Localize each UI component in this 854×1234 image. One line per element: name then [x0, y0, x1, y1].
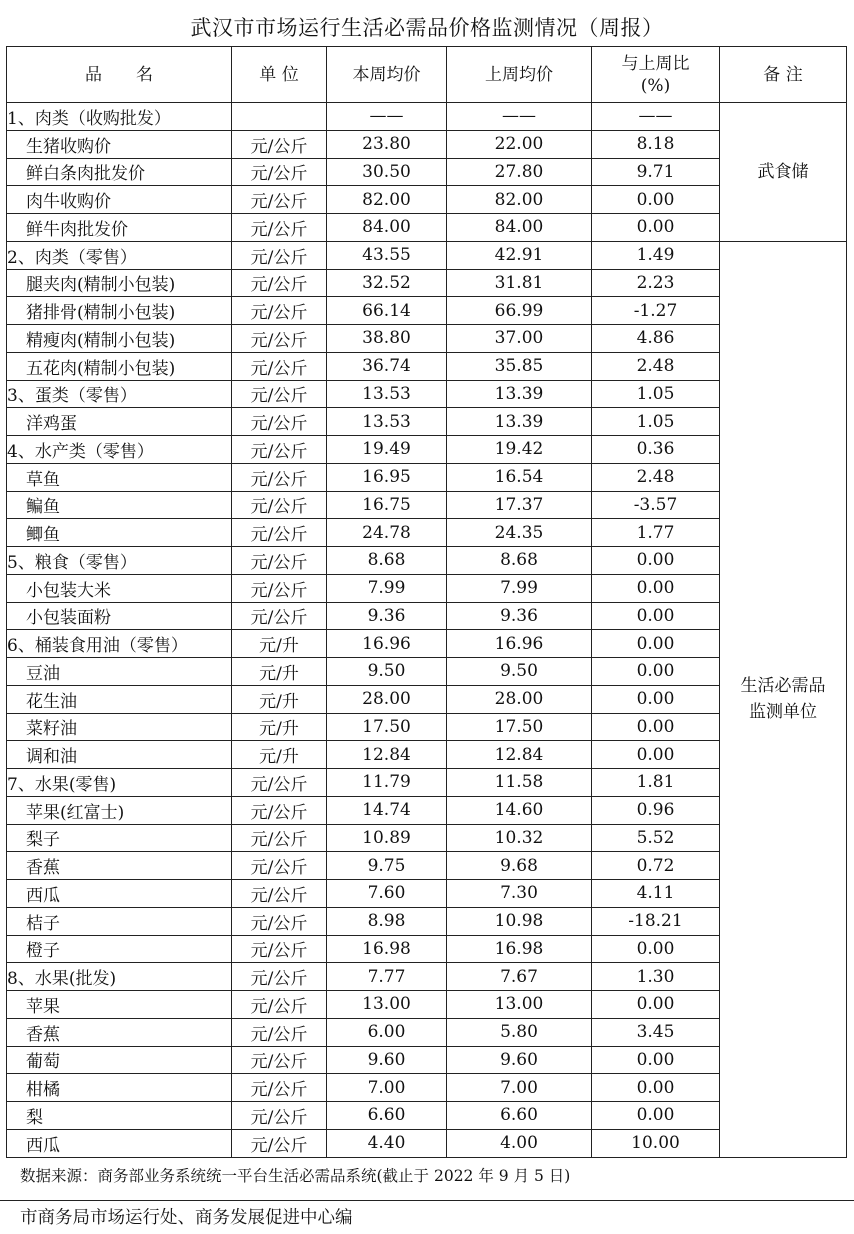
item-unit: 元/公斤 [232, 352, 327, 380]
item-change-percent: 1.05 [592, 408, 720, 436]
item-name: 小包装面粉 [7, 602, 232, 630]
item-unit: 元/公斤 [232, 214, 327, 242]
item-change-percent: 2.48 [592, 463, 720, 491]
item-name: 西瓜 [7, 1129, 232, 1157]
item-name: 精瘦肉(精制小包装) [7, 325, 232, 353]
item-unit: 元/公斤 [232, 907, 327, 935]
item-unit: 元/公斤 [232, 297, 327, 325]
item-this-week-price: 13.00 [327, 991, 447, 1019]
data-source-note: 数据来源：商务部业务系统统一平台生活必需品系统(截止于 2022 年 9 月 5 日) [20, 1167, 571, 1185]
item-last-week-price: 7.30 [447, 880, 592, 908]
item-name: 苹果(红富士) [7, 796, 232, 824]
item-last-week-price: 10.98 [447, 907, 592, 935]
item-last-week-price: 6.60 [447, 1102, 592, 1130]
item-name: 花生油 [7, 685, 232, 713]
item-name: 桔子 [7, 907, 232, 935]
item-unit: 元/公斤 [232, 574, 327, 602]
item-name: 梨子 [7, 824, 232, 852]
item-unit: 元/公斤 [232, 325, 327, 353]
item-last-week-price: 9.68 [447, 852, 592, 880]
header-change-label: 与上周比 [621, 53, 690, 74]
item-last-week-price: 84.00 [447, 214, 592, 242]
item-this-week-price: 16.75 [327, 491, 447, 519]
item-unit: 元/公斤 [232, 824, 327, 852]
item-unit: 元/公斤 [232, 1046, 327, 1074]
item-this-week-price: 17.50 [327, 713, 447, 741]
table-row [7, 241, 847, 269]
item-change-percent: 0.00 [592, 991, 720, 1019]
item-name: 腿夹肉(精制小包装) [7, 269, 232, 297]
item-this-week-price: 16.98 [327, 935, 447, 963]
header-name: 品 名 [7, 47, 232, 103]
item-change-percent: 0.00 [592, 214, 720, 242]
item-this-week-price: 11.79 [327, 769, 447, 797]
item-unit: 元/公斤 [232, 796, 327, 824]
header-change [592, 47, 720, 103]
item-unit: 元/公斤 [232, 186, 327, 214]
page-title: 武汉市市场运行生活必需品价格监测情况（周报） [190, 16, 664, 40]
item-this-week-price: 13.53 [327, 408, 447, 436]
item-this-week-price: 8.98 [327, 907, 447, 935]
item-name: 1、肉类（收购批发） [7, 103, 232, 131]
item-last-week-price: 16.54 [447, 463, 592, 491]
item-name: 梨 [7, 1102, 232, 1130]
item-last-week-price: 14.60 [447, 796, 592, 824]
item-name: 五花肉(精制小包装) [7, 352, 232, 380]
item-change-percent: 1.49 [592, 241, 720, 269]
item-change-percent: 2.23 [592, 269, 720, 297]
item-this-week-price: 9.75 [327, 852, 447, 880]
item-last-week-price: 9.60 [447, 1046, 592, 1074]
table-row [7, 103, 847, 131]
item-unit: 元/公斤 [232, 1018, 327, 1046]
item-unit: 元/公斤 [232, 463, 327, 491]
item-name: 柑橘 [7, 1074, 232, 1102]
item-change-percent: 0.00 [592, 935, 720, 963]
item-unit: 元/公斤 [232, 241, 327, 269]
item-last-week-price: 13.39 [447, 408, 592, 436]
item-this-week-price: 9.50 [327, 658, 447, 686]
item-change-percent: 0.00 [592, 658, 720, 686]
item-last-week-price: 16.98 [447, 935, 592, 963]
item-unit: 元/公斤 [232, 547, 327, 575]
item-this-week-price: 16.96 [327, 630, 447, 658]
item-unit: 元/升 [232, 741, 327, 769]
item-name: 鲫鱼 [7, 519, 232, 547]
item-change-percent: —— [592, 103, 720, 131]
item-last-week-price: 17.50 [447, 713, 592, 741]
item-unit: 元/公斤 [232, 380, 327, 408]
item-this-week-price: 43.55 [327, 241, 447, 269]
item-change-percent: 2.48 [592, 352, 720, 380]
item-name: 4、水产类（零售） [7, 436, 232, 464]
item-unit: 元/公斤 [232, 158, 327, 186]
item-unit: 元/公斤 [232, 991, 327, 1019]
header-last-week: 上周均价 [447, 47, 592, 103]
item-this-week-price: 38.80 [327, 325, 447, 353]
item-change-percent: 0.00 [592, 1102, 720, 1130]
item-this-week-price: 13.53 [327, 380, 447, 408]
item-this-week-price: 10.89 [327, 824, 447, 852]
item-change-percent: 0.36 [592, 436, 720, 464]
item-this-week-price: 32.52 [327, 269, 447, 297]
item-unit: 元/公斤 [232, 269, 327, 297]
item-last-week-price: 8.68 [447, 547, 592, 575]
item-this-week-price: 7.77 [327, 963, 447, 991]
item-name: 葡萄 [7, 1046, 232, 1074]
item-last-week-price: 28.00 [447, 685, 592, 713]
table-header-row [7, 47, 847, 103]
item-unit: 元/公斤 [232, 408, 327, 436]
item-name: 洋鸡蛋 [7, 408, 232, 436]
item-last-week-price: 12.84 [447, 741, 592, 769]
note-monitoring-line2: 监测单位 [749, 702, 817, 723]
item-unit: 元/公斤 [232, 963, 327, 991]
footer-editor: 市商务局市场运行处、商务发展促进中心编 [20, 1208, 353, 1228]
note-monitoring-line1: 生活必需品 [740, 676, 826, 697]
item-unit: 元/公斤 [232, 1074, 327, 1102]
item-this-week-price: 9.36 [327, 602, 447, 630]
footer-divider [0, 1200, 854, 1201]
item-change-percent: 5.52 [592, 824, 720, 852]
item-last-week-price: 27.80 [447, 158, 592, 186]
item-last-week-price: 9.36 [447, 602, 592, 630]
item-last-week-price: 7.67 [447, 963, 592, 991]
note-monitoring-unit [720, 241, 847, 1157]
item-this-week-price: 82.00 [327, 186, 447, 214]
item-change-percent: 0.00 [592, 741, 720, 769]
item-this-week-price: 4.40 [327, 1129, 447, 1157]
note-wushichu: 武食储 [720, 103, 847, 242]
item-this-week-price: 9.60 [327, 1046, 447, 1074]
item-this-week-price: 19.49 [327, 436, 447, 464]
item-this-week-price: 66.14 [327, 297, 447, 325]
item-name: 8、水果(批发) [7, 963, 232, 991]
item-unit: 元/公斤 [232, 491, 327, 519]
item-name: 调和油 [7, 741, 232, 769]
item-name: 5、粮食（零售） [7, 547, 232, 575]
item-this-week-price: 6.60 [327, 1102, 447, 1130]
item-last-week-price: 42.91 [447, 241, 592, 269]
item-last-week-price: 24.35 [447, 519, 592, 547]
item-name: 鲜白条肉批发价 [7, 158, 232, 186]
item-this-week-price: 28.00 [327, 685, 447, 713]
item-unit: 元/公斤 [232, 935, 327, 963]
item-this-week-price: 23.80 [327, 130, 447, 158]
item-last-week-price: 37.00 [447, 325, 592, 353]
item-last-week-price: 10.32 [447, 824, 592, 852]
item-name: 苹果 [7, 991, 232, 1019]
item-change-percent: 0.00 [592, 547, 720, 575]
item-this-week-price: 12.84 [327, 741, 447, 769]
item-last-week-price: 7.99 [447, 574, 592, 602]
item-last-week-price: 11.58 [447, 769, 592, 797]
item-last-week-price: 9.50 [447, 658, 592, 686]
item-change-percent: 0.00 [592, 186, 720, 214]
item-last-week-price: 7.00 [447, 1074, 592, 1102]
item-change-percent: 0.96 [592, 796, 720, 824]
item-change-percent: 1.30 [592, 963, 720, 991]
item-change-percent: 1.81 [592, 769, 720, 797]
item-name: 豆油 [7, 658, 232, 686]
item-last-week-price: —— [447, 103, 592, 131]
item-unit: 元/升 [232, 658, 327, 686]
item-unit: 元/公斤 [232, 1102, 327, 1130]
header-note: 备 注 [720, 47, 847, 103]
item-change-percent: 4.86 [592, 325, 720, 353]
item-name: 3、蛋类（零售） [7, 380, 232, 408]
item-name: 7、水果(零售) [7, 769, 232, 797]
item-change-percent: 4.11 [592, 880, 720, 908]
item-name: 2、肉类（零售） [7, 241, 232, 269]
item-last-week-price: 4.00 [447, 1129, 592, 1157]
item-this-week-price: 14.74 [327, 796, 447, 824]
item-last-week-price: 13.39 [447, 380, 592, 408]
item-last-week-price: 13.00 [447, 991, 592, 1019]
item-this-week-price: 7.60 [327, 880, 447, 908]
item-change-percent: -3.57 [592, 491, 720, 519]
item-last-week-price: 31.81 [447, 269, 592, 297]
item-this-week-price: 6.00 [327, 1018, 447, 1046]
item-name: 肉牛收购价 [7, 186, 232, 214]
item-unit: 元/升 [232, 713, 327, 741]
header-this-week: 本周均价 [327, 47, 447, 103]
item-change-percent: 0.00 [592, 685, 720, 713]
item-last-week-price: 19.42 [447, 436, 592, 464]
item-unit: 元/公斤 [232, 1129, 327, 1157]
item-unit: 元/公斤 [232, 880, 327, 908]
item-change-percent: 1.05 [592, 380, 720, 408]
item-unit: 元/公斤 [232, 852, 327, 880]
item-name: 西瓜 [7, 880, 232, 908]
item-name: 小包装大米 [7, 574, 232, 602]
item-change-percent: 1.77 [592, 519, 720, 547]
item-this-week-price: 16.95 [327, 463, 447, 491]
item-unit: 元/公斤 [232, 130, 327, 158]
item-name: 生猪收购价 [7, 130, 232, 158]
item-name: 猪排骨(精制小包装) [7, 297, 232, 325]
item-last-week-price: 82.00 [447, 186, 592, 214]
item-unit: 元/升 [232, 685, 327, 713]
item-last-week-price: 35.85 [447, 352, 592, 380]
item-name: 鳊鱼 [7, 491, 232, 519]
item-unit: 元/公斤 [232, 436, 327, 464]
item-name: 香蕉 [7, 1018, 232, 1046]
item-change-percent: 8.18 [592, 130, 720, 158]
item-name: 菜籽油 [7, 713, 232, 741]
item-change-percent: 10.00 [592, 1129, 720, 1157]
item-unit [232, 103, 327, 131]
item-change-percent: -18.21 [592, 907, 720, 935]
item-name: 鲜牛肉批发价 [7, 214, 232, 242]
item-change-percent: 0.00 [592, 713, 720, 741]
item-name: 草鱼 [7, 463, 232, 491]
item-name: 橙子 [7, 935, 232, 963]
item-last-week-price: 5.80 [447, 1018, 592, 1046]
item-name: 香蕉 [7, 852, 232, 880]
item-unit: 元/公斤 [232, 769, 327, 797]
item-this-week-price: 7.00 [327, 1074, 447, 1102]
item-change-percent: 0.00 [592, 602, 720, 630]
item-this-week-price: —— [327, 103, 447, 131]
item-unit: 元/升 [232, 630, 327, 658]
item-this-week-price: 24.78 [327, 519, 447, 547]
item-change-percent: 0.00 [592, 1046, 720, 1074]
item-change-percent: -1.27 [592, 297, 720, 325]
item-change-percent: 0.00 [592, 574, 720, 602]
item-this-week-price: 8.68 [327, 547, 447, 575]
item-change-percent: 3.45 [592, 1018, 720, 1046]
item-this-week-price: 7.99 [327, 574, 447, 602]
item-change-percent: 0.00 [592, 630, 720, 658]
item-change-percent: 0.00 [592, 1074, 720, 1102]
item-this-week-price: 30.50 [327, 158, 447, 186]
item-this-week-price: 84.00 [327, 214, 447, 242]
header-change-unit: (%) [640, 75, 671, 96]
item-name: 6、桶装食用油（零售） [7, 630, 232, 658]
item-change-percent: 0.72 [592, 852, 720, 880]
item-last-week-price: 16.96 [447, 630, 592, 658]
item-this-week-price: 36.74 [327, 352, 447, 380]
item-unit: 元/公斤 [232, 519, 327, 547]
item-unit: 元/公斤 [232, 602, 327, 630]
price-table [6, 46, 847, 1158]
header-unit: 单 位 [232, 47, 327, 103]
item-last-week-price: 17.37 [447, 491, 592, 519]
item-last-week-price: 22.00 [447, 130, 592, 158]
item-last-week-price: 66.99 [447, 297, 592, 325]
item-change-percent: 9.71 [592, 158, 720, 186]
